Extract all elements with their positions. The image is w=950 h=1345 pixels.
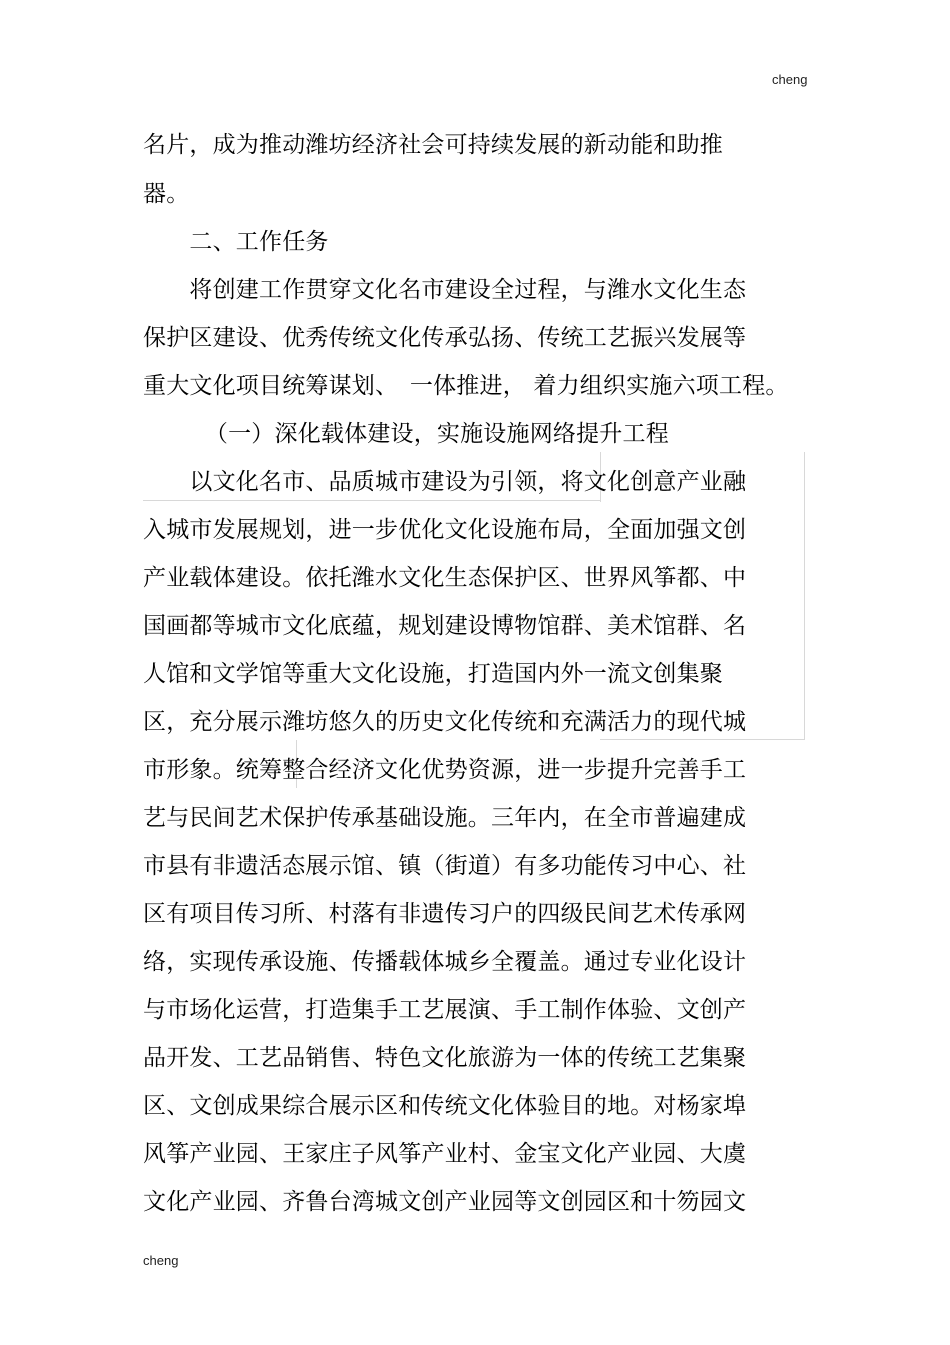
text-line: 入城市发展规划，进一步优化文化设施布局，全面加强文创 (143, 517, 747, 543)
text-line: 保护区建设、优秀传统文化传承弘扬、传统工艺振兴发展等 (143, 325, 747, 351)
header-mark: cheng (772, 72, 808, 87)
text-line: 区有项目传习所、村落有非遗传习户的四级民间艺术传承网 (143, 901, 747, 927)
text-line: 以文化名市、品质城市建设为引领，将文化创意产业融 (143, 469, 747, 495)
text-line: 风筝产业园、王家庄子风筝产业村、金宝文化产业园、大虞 (143, 1141, 747, 1167)
text-line: 产业载体建设。依托潍水文化生态保护区、世界风筝都、中 (143, 565, 747, 591)
text-line: 市形象。统筹整合经济文化优势资源，进一步提升完善手工 (143, 757, 747, 783)
frame-line-bottom (600, 739, 805, 740)
text-line: 与市场化运营，打造集手工艺展演、手工制作体验、文创产 (143, 997, 747, 1023)
text-line: 区，充分展示潍坊悠久的历史文化传统和充满活力的现代城 (143, 709, 747, 735)
text-line: 器。 (143, 181, 190, 207)
text-line: 名片，成为推动潍坊经济社会可持续发展的新动能和助推 (143, 132, 723, 158)
text-line: 国画都等城市文化底蕴，规划建设博物馆群、美术馆群、名 (143, 613, 747, 639)
text-line: 重大文化项目统筹谋划、 一体推进， 着力组织实施六项工程。 (143, 373, 789, 399)
text-line: 人馆和文学馆等重大文化设施，打造国内外一流文创集聚 (143, 661, 723, 687)
frame-line-top (143, 500, 601, 501)
text-line: 品开发、工艺品销售、特色文化旅游为一体的传统工艺集聚 (143, 1045, 747, 1071)
text-line: 络，实现传承设施、传播载体城乡全覆盖。通过专业化设计 (143, 949, 747, 975)
section-heading: 二、工作任务 (143, 229, 329, 255)
subsection-heading: （一）深化载体建设，实施设施网络提升工程 (170, 421, 669, 447)
frame-line-right (804, 452, 805, 740)
text-line: 市县有非遗活态展示馆、镇（街道）有多功能传习中心、社 (143, 853, 747, 879)
text-line: 区、文创成果综合展示区和传统文化体验目的地。对杨家埠 (143, 1093, 747, 1119)
text-line: 文化产业园、齐鲁台湾城文创产业园等文创园区和十笏园文 (143, 1189, 747, 1215)
text-line: 将创建工作贯穿文化名市建设全过程，与潍水文化生态 (143, 277, 747, 303)
footer-mark: cheng (143, 1253, 179, 1268)
text-line: 艺与民间艺术保护传承基础设施。三年内，在全市普遍建成 (143, 805, 747, 831)
